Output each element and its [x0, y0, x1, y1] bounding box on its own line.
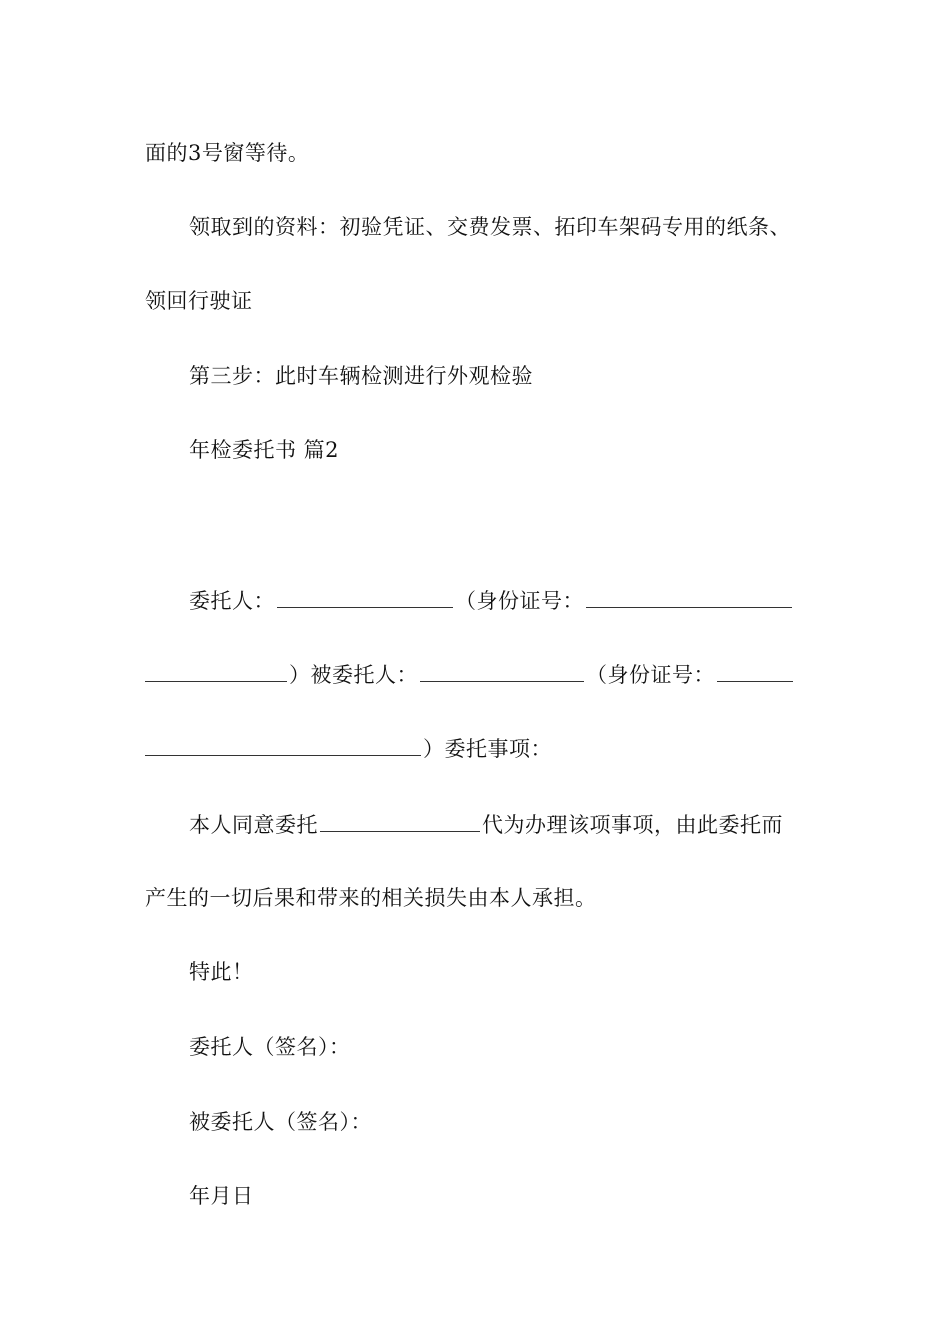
agree-suffix: 代为办理该项事项，由此委托而 — [482, 813, 783, 837]
id-open-label-2: （身份证号： — [586, 663, 715, 687]
id-open-label: （身份证号： — [455, 589, 584, 613]
section-heading: 年检委托书 篇2 — [189, 438, 340, 462]
text-line-window-wait: 面的3号窗等待。 — [145, 141, 310, 165]
agent-id-blank[interactable] — [717, 659, 793, 682]
client-id-blank-cont[interactable] — [145, 659, 287, 682]
form-line-client — [189, 585, 794, 616]
form-line-matter — [145, 733, 552, 764]
client-label: 委托人： — [189, 589, 275, 613]
text-line-license-return: 领回行驶证 — [145, 289, 253, 313]
form-line-agent — [145, 659, 795, 690]
matter-label: ）委托事项： — [423, 737, 552, 761]
agreement-line-1 — [189, 809, 783, 840]
agent-id-blank-cont[interactable] — [145, 733, 421, 756]
date-label: 年月日 — [189, 1184, 254, 1208]
agree-prefix: 本人同意委托 — [189, 813, 318, 837]
text-line-materials: 领取到的资料：初验凭证、交费发票、拓印车架码专用的纸条、 — [189, 215, 791, 239]
agreement-line-2: 产生的一切后果和带来的相关损失由本人承担。 — [145, 886, 597, 910]
agent-label: ）被委托人： — [289, 663, 418, 687]
hereby-text: 特此！ — [189, 960, 254, 984]
client-id-blank[interactable] — [586, 585, 792, 608]
agent-signature-label: 被委托人（签名）： — [189, 1110, 372, 1134]
text-line-step-three: 第三步：此时车辆检测进行外观检验 — [189, 364, 533, 388]
client-name-blank[interactable] — [277, 585, 453, 608]
agent-name-blank[interactable] — [420, 659, 584, 682]
client-signature-label: 委托人（签名）： — [189, 1035, 351, 1059]
entrusted-person-blank[interactable] — [320, 809, 480, 832]
